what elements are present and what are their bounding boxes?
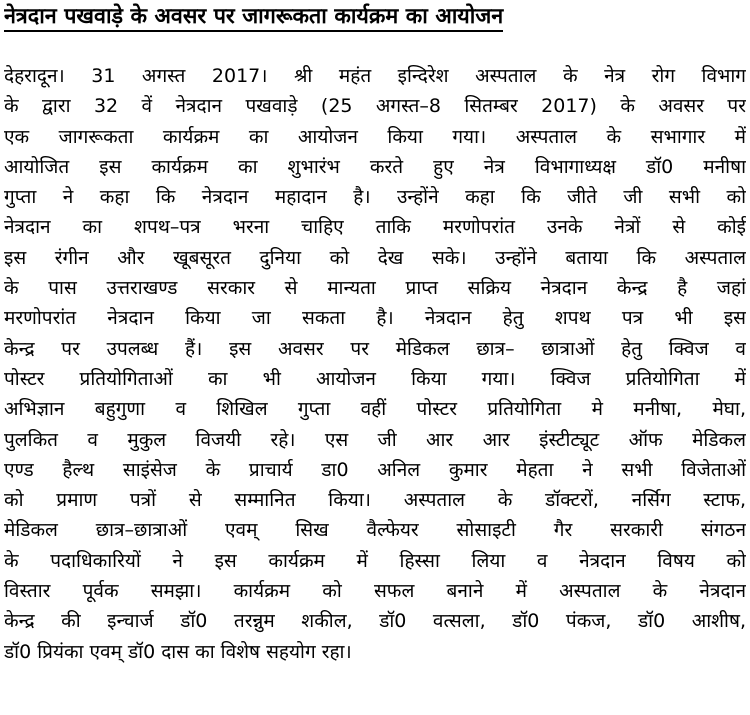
body-line: केन्द्र की इन्चार्ज डॉ0 तरन्नुम शकील, डॉ0 वत्सला, डॉ0 पंकज, डॉ0 आशीष, — [4, 610, 746, 633]
body-line: विस्तार पूर्वक समझा। कार्यक्रम को सफल बनाने में अस्पताल के नेत्रदान — [4, 580, 746, 603]
body-line: अभिज्ञान बहुगुणा व शिखिल गुप्ता वहीं पोस्टर प्रतियोगिता मे मनीषा, मेघा, — [4, 398, 746, 421]
body-line: इस रंगीन और खूबसूरत दुनिया को देख सके। उन्होंने बताया कि अस्पताल — [4, 246, 746, 269]
body-line: नेत्रदान का शपथ–पत्र भरना चाहिए ताकि मरणोपरांत उनके नेत्रों से कोई — [4, 216, 746, 239]
body-line: गुप्ता ने कहा कि नेत्रदान महादान है। उन्होंने कहा कि जीते जी सभी को — [4, 186, 746, 209]
body-line: एक जागरूकता कार्यक्रम का आयोजन किया गया। अस्पताल के सभागार में — [4, 125, 746, 148]
headline-text: नेत्रदान पखवाड़े के अवसर पर जागरूकता कार्यक्रम का आयोजन — [4, 4, 503, 32]
body-line: के द्वारा 32 वें नेत्रदान पखवाड़े (25 अगस्त–8 सितम्बर 2017) के अवसर पर — [4, 95, 746, 118]
body-line: मेडिकल छात्र–छात्राओं एवम् सिख वैल्फेयर सोसाइटी गैर सरकारी संगठन — [4, 519, 746, 542]
body-line: को प्रमाण पत्रों से सम्मानित किया। अस्पताल के डॉक्टरों, नर्सिग स्टाफ, — [4, 489, 746, 512]
body-line: पोस्टर प्रतियोगिताओं का भी आयोजन किया गया। क्विज प्रतियोगिता में — [4, 367, 746, 390]
body-line: पुलकित व मुकुल विजयी रहे। एस जी आर आर इंस्टीट्यूट ऑफ मेडिकल — [4, 428, 746, 451]
headline — [4, 2, 746, 32]
body-line: मरणोपरांत नेत्रदान किया जा सकता है। नेत्रदान हेतु शपथ पत्र भी इस — [4, 307, 746, 330]
body-line: के पास उत्तराखण्ड सरकार से मान्यता प्राप्त सक्रिय नेत्रदान केन्द्र है जहां — [4, 277, 746, 300]
body-line: एण्ड हैल्थ साइंसेज के प्राचार्य डा0 अनिल कुमार मेहता ने सभी विजेताओं — [4, 458, 746, 481]
body-line-last: डॉ0 प्रियंका एवम् डॉ0 दास का विशेष सहयोग रहा। — [4, 640, 352, 663]
article-body — [4, 61, 746, 711]
body-line: देहरादून। 31 अगस्त 2017। श्री महंत इन्दिरेश अस्पताल के नेत्र रोग विभाग — [4, 65, 746, 87]
body-line: के पदाधिकारियों ने इस कार्यक्रम में हिस्सा लिया व नेत्रदान विषय को — [4, 549, 746, 572]
body-line: आयोजित इस कार्यक्रम का शुभारंभ करते हुए नेत्र विभागाध्यक्ष डॉ0 मनीषा — [4, 155, 746, 178]
body-line: केन्द्र पर उपलब्ध हैं। इस अवसर पर मेडिकल छात्र– छात्राओं हेतु क्विज व — [4, 337, 746, 360]
